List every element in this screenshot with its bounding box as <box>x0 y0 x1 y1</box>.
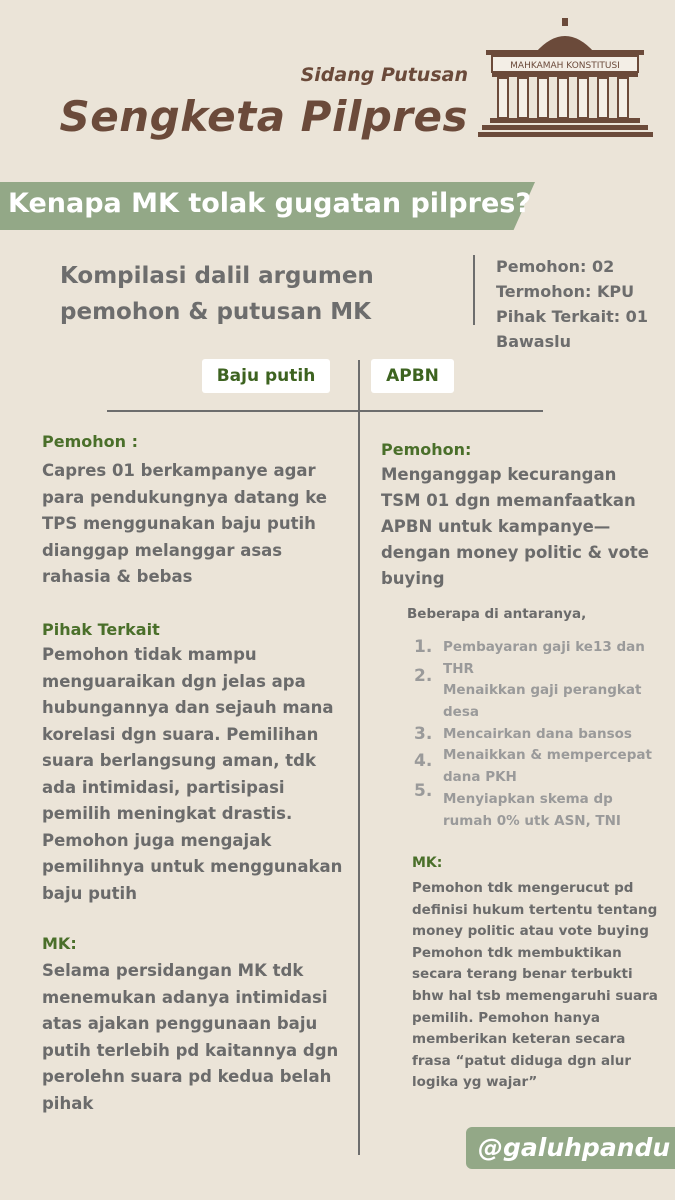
list-item-number: 2. <box>414 666 433 686</box>
column-label-baju-putih: Baju putih <box>202 359 330 393</box>
parties-list <box>496 254 671 354</box>
list-item-text: Mencairkan dana bansos <box>443 726 632 742</box>
party-termohon: Termohon: KPU <box>496 282 635 301</box>
left-pemohon-heading: Pemohon : <box>42 432 138 451</box>
list-item-number: 4. <box>414 751 433 771</box>
right-mk-heading: MK: <box>412 855 443 871</box>
column-label-apbn: APBN <box>371 359 454 393</box>
list-intro: Beberapa di antaranya, <box>407 606 587 622</box>
left-mk-heading: MK: <box>42 934 77 953</box>
horizontal-divider <box>107 410 543 412</box>
author-handle: @galuhpandu <box>478 1133 671 1162</box>
list-item-text: Menaikkan gaji perangkat desa <box>443 682 642 720</box>
left-mk-text: Selama persidangan MK tdk menemukan adanya intimidasi atas ajakan penggunaan baju putih terlebih pd kaitannya dgn perolehn suara pd kedua belah pihak <box>42 961 339 1113</box>
list-item-number: 5. <box>414 781 433 801</box>
right-pemohon-text: Menganggap kecurangan TSM 01 dgn memanfaatkan APBN untuk kampanye—dengan money politic & vote buying <box>381 465 649 588</box>
left-terkait-heading: Pihak Terkait <box>42 620 160 639</box>
party-bawaslu: Bawaslu <box>496 332 571 351</box>
list-item-number: 3. <box>414 724 433 744</box>
list-item-text: Menaikkan & mempercepat dana PKH <box>443 747 652 785</box>
left-terkait-text: Pemohon tidak mampu menguaraikan dgn jelas apa hubungannya dan sejauh mana korelasi dgn suara. Pemilihan suara berlangsung aman, tdk ada intimidasi, partisipasi pemilih meningkat drastis. Pemohon juga mengajak pemilihnya untuk menggunakan baju putih <box>42 645 343 903</box>
list-item-text: Menyiapkan skema dp rumah 0% utk ASN, TNI <box>443 791 621 829</box>
intro-divider <box>473 255 475 325</box>
page-title: Sengketa Pilpres <box>59 92 468 141</box>
party-terkait: Pihak Terkait: 01 <box>496 307 648 326</box>
list-item-number: 1. <box>414 637 433 657</box>
question-text: Kenapa MK tolak gugatan pilpres? <box>8 188 531 219</box>
right-pemohon-heading: Pemohon: <box>381 440 472 459</box>
right-mk-text: Pemohon tdk mengerucut pd definisi hukum tertentu tentang money politic atau vote buying Pemohon tdk membuktikan secara terang benar terbukti bhw hal tsb memengaruhi suara pemilih. Pemohon hanya memberikan keteran secara frasa “patut diduga dgn alur logika yg wajar” <box>412 880 658 1091</box>
subtitle: Sidang Putusan <box>300 64 468 86</box>
intro-text: Kompilasi dalil argumen pemohon & putusan MK <box>60 263 374 325</box>
left-pemohon-text: Capres 01 berkampanye agar para pendukungnya datang ke TPS menggunakan baju putih dianggap melanggar asas rahasia & bebas <box>42 461 327 586</box>
list-item-text: Pembayaran gaji ke13 dan THR <box>443 639 645 677</box>
court-building-icon <box>478 18 653 138</box>
vertical-divider <box>358 360 360 1155</box>
party-pemohon: Pemohon: 02 <box>496 257 615 276</box>
building-label: MAHKAMAH KONSTITUSI <box>510 61 620 71</box>
